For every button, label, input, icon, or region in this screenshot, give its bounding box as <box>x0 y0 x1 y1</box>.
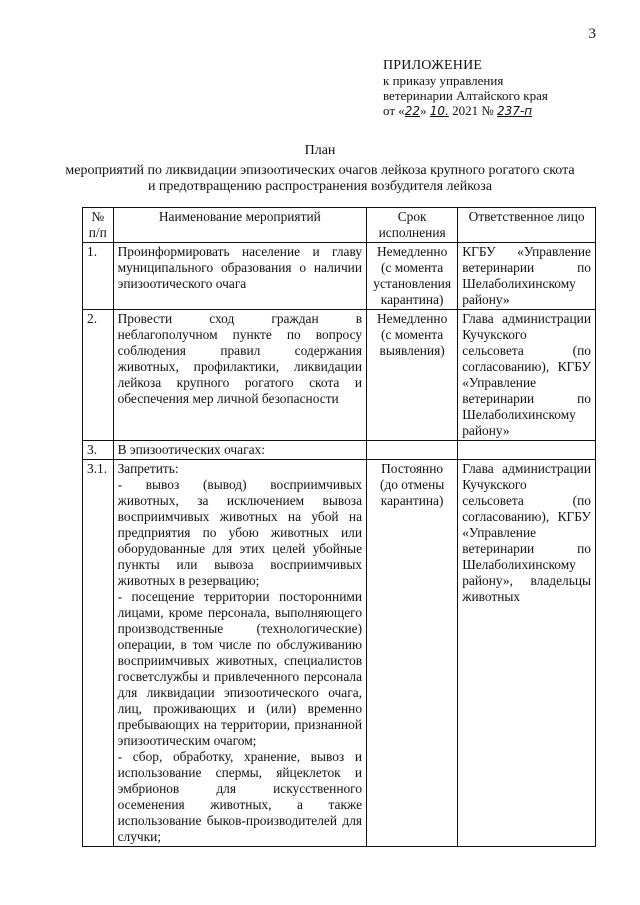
date-mid: » <box>420 103 430 118</box>
title-line-1: План <box>304 143 336 158</box>
year-prefix: 2021 № <box>448 103 498 118</box>
row-name <box>113 460 366 847</box>
document-title <box>0 143 640 195</box>
title-line-2: мероприятий по ликвидации эпизоотических очагов лейкоза крупного рогатого скота <box>65 163 575 178</box>
table-row <box>83 460 596 847</box>
row-term: Немедленно (с момента установления карантина) <box>367 243 458 310</box>
row-num: 3. <box>83 441 114 460</box>
date-prefix: от « <box>383 103 405 118</box>
row-term <box>367 441 458 460</box>
table-header-row <box>83 208 596 243</box>
handwritten-day: 22 <box>404 104 421 118</box>
page-number: 3 <box>588 26 596 42</box>
table-row <box>83 310 596 441</box>
header-num: № п/п <box>83 208 114 243</box>
appendix-heading: ПРИЛОЖЕНИЕ <box>383 58 483 73</box>
appendix-date-line <box>383 103 548 119</box>
list-item: - посещение территории посторонними лицами, кроме персонала, выполняющего производственные (технологические) операции, в том числе по обслуживанию восприимчивых животных, специалистов госветслужбы и привлеченного персонала для ликвидации эпизоотического очага, лиц, проживающих и (или) временно пребывающих на территории, признанной эпизоотическим очагом; <box>117 589 363 748</box>
row-responsible <box>458 441 596 460</box>
row-responsible: Глава администрации Кучукского сельсовета (по согласованию), КГБУ «Управление ветеринарии по Шелаболихинскому району» <box>458 310 596 441</box>
row-name-lead: Запретить: <box>117 461 179 476</box>
list-item: - сбор, обработку, хранение, вывоз и использование спермы, яйцеклеток и эмбрионов для искусственного осеменения животных, а также использование быков-производителей для случки; <box>117 749 363 844</box>
appendix-line-1: к приказу управления <box>383 73 504 88</box>
appendix-line-2: ветеринарии Алтайского края <box>383 88 548 103</box>
row-responsible: КГБУ «Управление ветеринарии по Шелаболихинскому району» <box>458 243 596 310</box>
plan-table <box>82 207 596 847</box>
header-term: Срок исполнения <box>367 208 458 243</box>
row-name: Провести сход граждан в неблагополучном пункте по вопросу соблюдения правил содержания животных, профилактики, ликвидации лейкоза крупного рогатого скота и обеспечения мер личной безопасности <box>113 310 366 441</box>
row-num: 1. <box>83 243 114 310</box>
row-name: Проинформировать население и главу муниципального образования о наличии эпизоотического очага <box>113 243 366 310</box>
row-term: Постоянно (до отмены карантина) <box>367 460 458 847</box>
appendix-block <box>383 58 548 119</box>
list-item: - вывоз (вывод) восприимчивых животных, за исключением вывоза восприимчивых животных на убой на предприятия по убою животных или оборудованные для этих целей убойные пункты или вывоза восприимчивых животных в резервацию; <box>117 477 363 588</box>
row-num: 3.1. <box>83 460 114 847</box>
table-row <box>83 441 596 460</box>
row-name: В эпизоотических очагах: <box>113 441 366 460</box>
row-responsible: Глава администрации Кучукского сельсовета (по согласованию), КГБУ «Управление ветеринарии по Шелаболихинскому району», владельцы животных <box>458 460 596 847</box>
row-term: Немедленно (с момента выявления) <box>367 310 458 441</box>
table-row <box>83 243 596 310</box>
handwritten-month: 10. <box>429 104 449 118</box>
title-line-3: и предотвращению распространения возбудителя лейкоза <box>147 179 493 194</box>
header-name: Наименование мероприятий <box>113 208 366 243</box>
row-num: 2. <box>83 310 114 441</box>
header-responsible: Ответственное лицо <box>458 208 596 243</box>
handwritten-order-number: 237-п <box>497 104 533 118</box>
